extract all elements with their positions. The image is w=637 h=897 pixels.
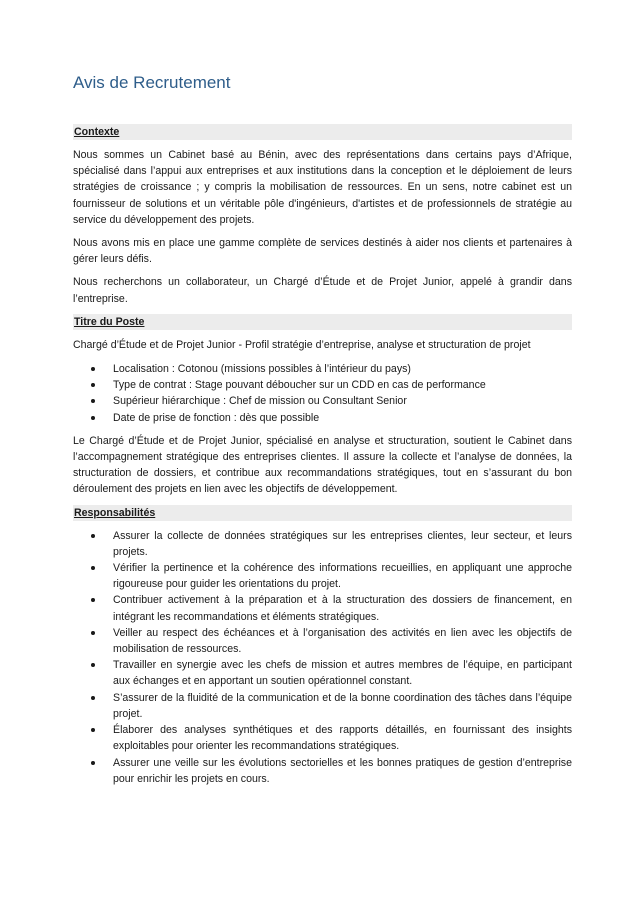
document-body — [73, 124, 572, 794]
list-item — [73, 592, 572, 624]
responsibility-text: Assurer une veille sur les évolutions sectorielles et les bonnes pratiques de gestion d’entreprise pour enrichir les projets en cours. — [113, 756, 572, 785]
job-detail-text: Localisation : Cotonou (missions possibles à l’intérieur du pays) — [113, 363, 411, 376]
list-item — [73, 528, 572, 560]
job-role-line: Chargé d’Étude et de Projet Junior - Profil stratégie d’entreprise, analyse et structuration de projet — [73, 338, 531, 351]
responsibility-text: Contribuer activement à la préparation et à la structuration des dossiers de financement, en intégrant les recommandations et éléments stratégiques. — [113, 594, 572, 623]
list-item — [73, 657, 572, 689]
job-detail-text: Supérieur hiérarchique : Chef de mission ou Consultant Senior — [113, 395, 407, 408]
list-item — [73, 410, 572, 426]
list-item — [73, 393, 572, 409]
responsibility-text: Élaborer des analyses synthétiques et des rapports détaillés, en fournissant des insights exploitables pour orienter les recommandations stratégiques. — [113, 724, 572, 753]
responsibility-text: Vérifier la pertinence et la cohérence des informations recueillies, en appliquant une approche rigoureuse pour guider les orientations du projet. — [113, 562, 572, 591]
list-item — [73, 690, 572, 722]
list-item — [73, 625, 572, 657]
bullet-icon — [91, 728, 95, 732]
list-item — [73, 755, 572, 787]
job-summary-paragraph: Le Chargé d’Étude et de Projet Junior, spécialisé en analyse et structuration, soutient le Cabinet dans l’accompagnement stratégique des entreprises clientes. Il assure la collecte et l’analyse de données, la structuration de dossiers, et contribue aux recommandations stratégiques, tout en s’assurant du bon déroulement des projets en lien avec les objectifs de développement. — [73, 434, 572, 496]
responsibility-text: Veiller au respect des échéances et à l’organisation des activités en lien avec les objectifs de mobilisation de ressources. — [113, 626, 572, 656]
bullet-icon — [91, 761, 95, 765]
document-title: Avis de Recrutement — [73, 73, 231, 92]
list-item — [73, 377, 572, 393]
list-item — [73, 361, 572, 377]
bullet-icon — [91, 696, 95, 700]
bullet-icon — [91, 566, 95, 570]
bullet-icon — [91, 598, 95, 602]
contexte-paragraph: Nous recherchons un collaborateur, un Chargé d’Étude et de Projet Junior, appelé à grandir dans l’entreprise. — [73, 276, 572, 305]
contexte-paragraph: Nous avons mis en place une gamme complète de services destinés à aider nos clients et partenaires à gérer leurs défis. — [73, 237, 572, 266]
bullet-icon — [91, 399, 95, 403]
contexte-paragraph: Nous sommes un Cabinet basé au Bénin, avec des représentations dans certains pays d’Afrique, spécialisé dans l’appui aux entreprises et aux institutions dans la conception et le déploiement de leurs stratégies de croissance ; y compris la mobilisation de ressources. En un sens, notre cabinet est un fournisseur de solutions et un véritable pôle d'ingénieurs, d'artistes et de professionnels de stratégie au service du développement des projets. — [73, 149, 572, 226]
bullet-icon — [91, 631, 95, 635]
list-item — [73, 722, 572, 754]
section-heading-responsabilites: Responsabilités — [73, 505, 572, 521]
bullet-icon — [91, 663, 95, 667]
responsibility-text: Travailler en synergie avec les chefs de mission et autres membres de l’équipe, en participant aux échanges et en apportant un soutien opérationnel constant. — [113, 659, 572, 688]
job-detail-text: Type de contrat : Stage pouvant déboucher sur un CDD en cas de performance — [113, 379, 486, 392]
bullet-icon — [91, 383, 95, 387]
list-item — [73, 560, 572, 592]
job-details-list — [73, 361, 572, 426]
bullet-icon — [91, 534, 95, 538]
bullet-icon — [91, 416, 95, 420]
responsibility-text: S’assurer de la fluidité de la communication et de la bonne coordination des tâches dans l’équipe projet. — [113, 691, 572, 720]
responsibility-text: Assurer la collecte de données stratégiques sur les entreprises clientes, leur secteur, et leurs projets. — [113, 529, 572, 558]
section-heading-contexte: Contexte — [73, 124, 572, 140]
section-heading-titre-du-poste: Titre du Poste — [73, 314, 572, 330]
job-detail-text: Date de prise de fonction : dès que possible — [113, 411, 320, 424]
bullet-icon — [91, 367, 95, 371]
responsibilities-list — [73, 528, 572, 787]
